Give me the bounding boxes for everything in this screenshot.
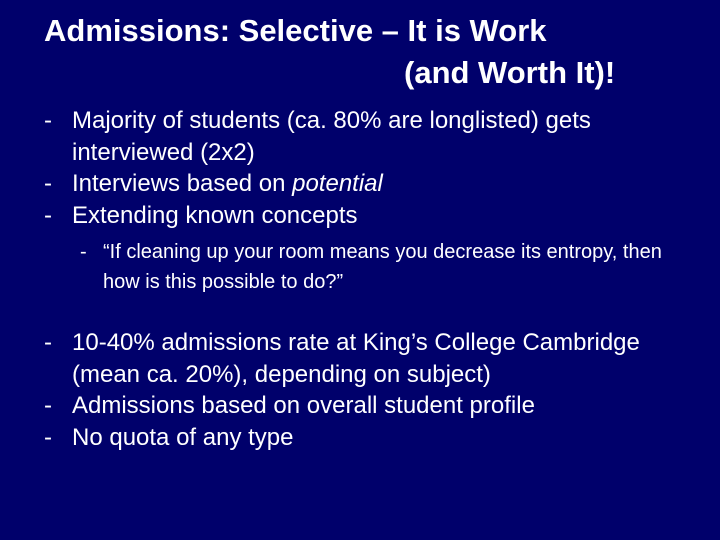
- bullet-text: Majority of students (ca. 80% are longlisted) gets interviewed (2x2): [72, 107, 591, 166]
- bullet-dash: -: [44, 329, 52, 356]
- bullet-item: [44, 105, 684, 168]
- bullet-text: Admissions based on overall student profile: [72, 392, 535, 419]
- slide-title: [44, 10, 684, 94]
- sub-bullet-item: [80, 237, 690, 297]
- title-line-2: (and Worth It)!: [404, 55, 616, 90]
- bullet-dash: -: [44, 423, 52, 451]
- bullet-item: [44, 422, 684, 454]
- bullet-list-1: [44, 105, 684, 231]
- bullet-dash: -: [44, 201, 52, 229]
- bullet-text: 10-40% admissions rate at King’s College Cambridge (mean ca. 20%), depending on subject): [72, 329, 640, 388]
- bullet-item: [44, 200, 684, 232]
- sub-bullet-text: “If cleaning up your room means you decrease its entropy, then how is this possible to do?”: [103, 241, 662, 293]
- sub-bullet-list: [80, 237, 690, 297]
- bullet-text: No quota of any type: [72, 423, 294, 451]
- title-line-1: Admissions: Selective – It is Work: [44, 13, 547, 48]
- bullet-text-italic: potential: [292, 170, 383, 197]
- bullet-item: [44, 168, 684, 200]
- sub-bullet-dash: -: [80, 241, 87, 263]
- bullet-dash: -: [44, 170, 52, 197]
- bullet-text: Extending known concepts: [72, 201, 358, 229]
- bullet-dash: -: [44, 392, 52, 419]
- bullet-item: [44, 327, 684, 390]
- bullet-list-2: [44, 327, 684, 453]
- bullet-item: [44, 390, 684, 422]
- bullet-dash: -: [44, 107, 52, 134]
- bullet-text: Interviews based on: [72, 170, 293, 197]
